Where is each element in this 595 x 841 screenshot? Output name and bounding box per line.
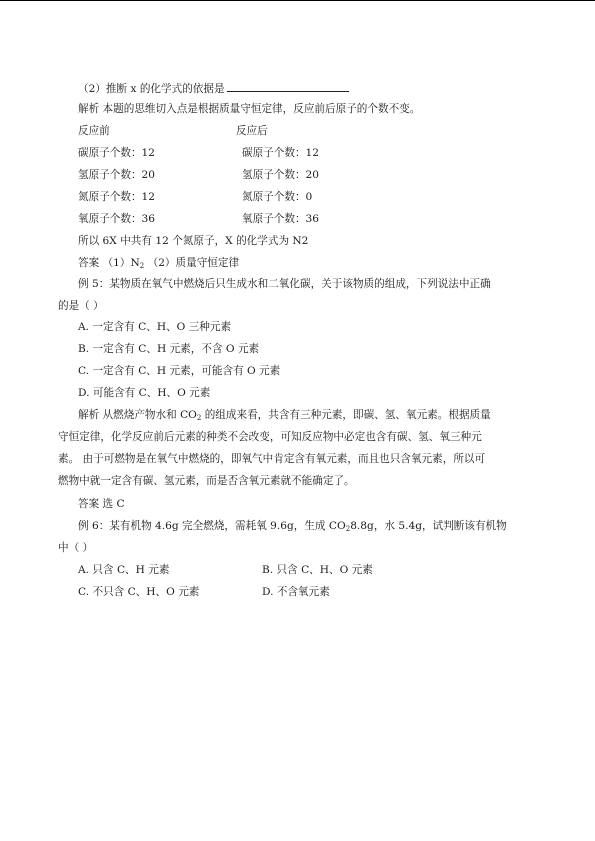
analysis-1: 解析 本题的思维切入点是根据质量守恒定律，反应前后原子的个数不变。	[78, 103, 421, 115]
answer-1	[78, 256, 239, 270]
answer-1-sub: 2	[139, 262, 145, 270]
example-5-option-b: B. 一定含有 C、H 元素，不含 O 元素	[78, 343, 260, 355]
example-5-option-d: D. 可能含有 C、H、O 元素	[78, 387, 211, 399]
before-nitrogen: 氮原子个数：12	[78, 191, 156, 203]
example-6-option-b: B. 只含 C、H、O 元素	[262, 564, 373, 576]
after-header: 反应后	[236, 125, 268, 137]
example-6-option-a: A. 只含 C、H 元素	[78, 564, 170, 576]
example-6-option-d: D. 不含氧元素	[262, 586, 330, 598]
answer-1-prefix: 答案 （1）N	[78, 257, 140, 269]
before-hydrogen: 氢原子个数：20	[78, 169, 156, 181]
q2-prompt: （2）推断 x 的化学式的依据是	[78, 83, 225, 95]
example-6-stem-2: 中（ ）	[58, 542, 94, 554]
example-5-option-c: C. 一定含有 C、H 元素，可能含有 O 元素	[78, 365, 281, 377]
q2-prompt-line	[78, 81, 349, 96]
ex5-analysis-sub: 2	[196, 414, 202, 422]
ex6-stem-sub: 2	[345, 525, 351, 533]
answer-blank	[227, 81, 349, 92]
example-5-option-a: A. 一定含有 C、H、O 三种元素	[78, 321, 232, 333]
example-5-analysis-2: 守恒定律，化学反应前后元素的种类不会改变，可知反应物中必定也含有碳、氢、氧三种元	[58, 431, 482, 443]
ex6-stem-pre: 例 6：某有机物 4.6g 完全燃烧，需耗氧 9.6g，生成 CO	[78, 520, 346, 532]
example-5-stem-2: 的是（ ）	[58, 300, 104, 312]
answer-1-suffix: （2）质量守恒定律	[144, 257, 240, 269]
example-6-stem-1	[78, 519, 507, 533]
example-5-stem-1: 例 5：某物质在氧气中燃烧后只生成水和二氧化碳，关于该物质的组成，下列说法中正确	[78, 278, 491, 290]
example-5-answer: 答案 选 C	[78, 498, 125, 510]
after-oxygen: 氧原子个数：36	[242, 213, 320, 225]
before-oxygen: 氧原子个数：36	[78, 213, 156, 225]
before-header: 反应前	[78, 125, 110, 137]
conclusion: 所以 6X 中共有 12 个氮原子，X 的化学式为 N2	[78, 235, 309, 247]
after-nitrogen: 氮原子个数：0	[242, 191, 313, 203]
example-5-analysis-1	[78, 408, 491, 422]
ex5-analysis-pre: 解析 从燃烧产物水和 CO	[78, 409, 197, 421]
before-carbon: 碳原子个数：12	[78, 147, 156, 159]
example-5-analysis-4: 燃物中就一定含有碳、氢元素，而是否含氧元素就不能确定了。	[58, 475, 355, 487]
example-6-option-c: C. 不只含 C、H、O 元素	[78, 586, 200, 598]
example-5-analysis-3: 素。 由于可燃物是在氧气中燃烧的，即氧气中肯定含有氧元素，而且也只含氧元素，所以可	[58, 453, 486, 465]
after-hydrogen: 氢原子个数：20	[242, 169, 320, 181]
ex6-stem-post: 8.8g，水 5.4g，试判断该有机物	[350, 520, 507, 532]
after-carbon: 碳原子个数：12	[242, 147, 320, 159]
ex5-analysis-post: 的组成来看，共含有三种元素，即碳、氢、氧元素。根据质量	[201, 409, 491, 421]
